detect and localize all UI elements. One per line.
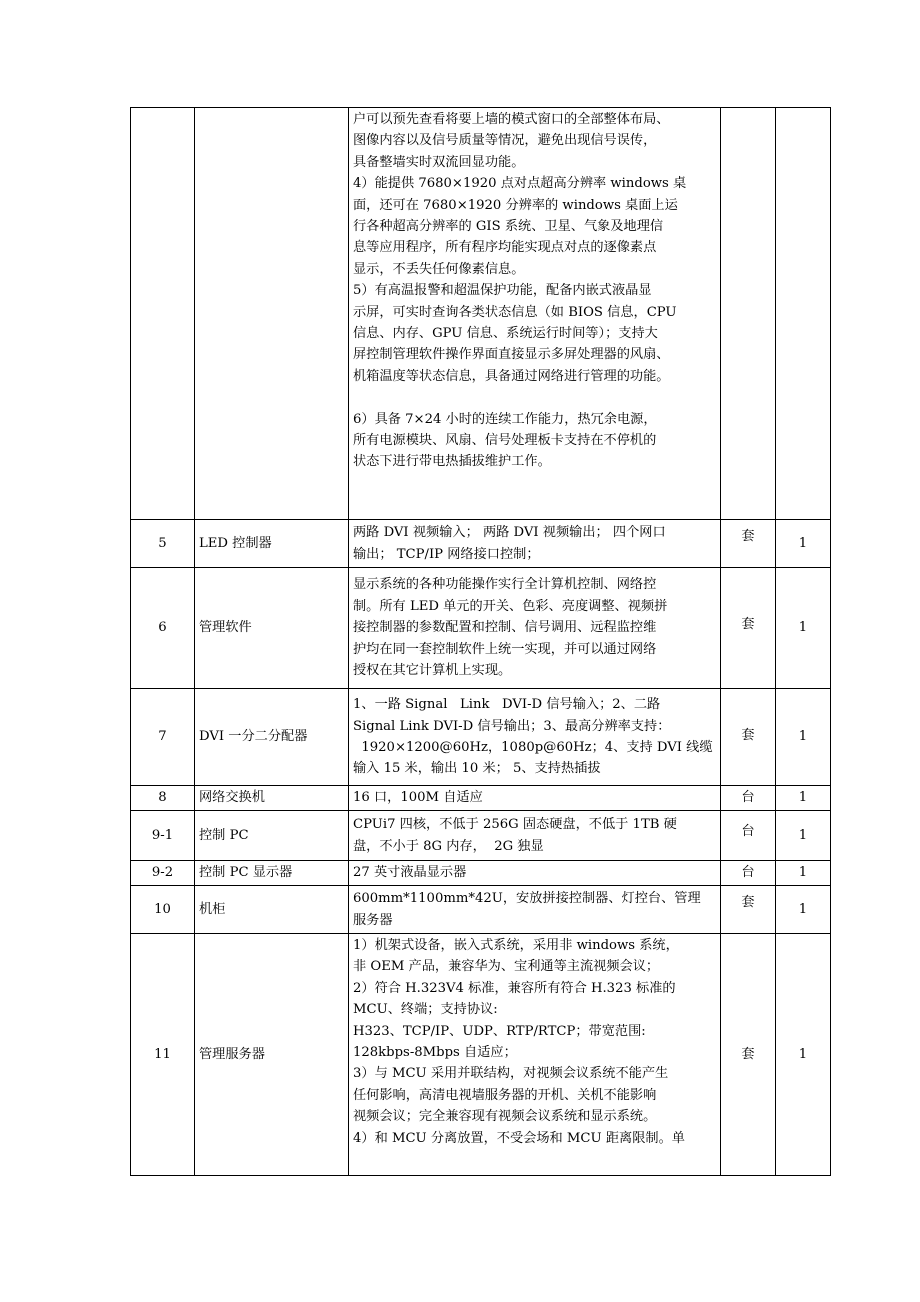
spec-line: 两路 DVI 视频输入； 两路 DVI 视频输出； 四个网口 (353, 525, 666, 541)
spec-line: 授权在其它计算机上实现。 (353, 663, 512, 679)
row-number: 9-2 (131, 861, 195, 886)
spec-line: 显示，不丢失任何像素信息。 (353, 261, 525, 277)
spec-line: 盘，不小于 8G 内存， 2G 独显 (353, 838, 544, 854)
spec-line: 1920×1200@60Hz，1080p@60Hz；4、支持 DVI 线缆 (353, 740, 713, 755)
spec-line: 显示系统的各种功能操作实行全计算机控制、网络控 (353, 577, 657, 593)
item-specification (349, 568, 721, 689)
row-number: 6 (131, 568, 195, 689)
item-name: 网络交换机 (195, 786, 349, 811)
spec-line: 1）机架式设备，嵌入式系统，采用非 windows 系统， (353, 938, 679, 953)
quantity: 1 (776, 934, 831, 1176)
spec-line: 6）具备 7×24 小时的连续工作能力，热冗余电源， (353, 411, 657, 427)
row-number (131, 108, 195, 520)
quantity: 1 (776, 861, 831, 886)
table-row (131, 786, 831, 811)
row-number: 5 (131, 520, 195, 568)
item-specification (349, 786, 721, 811)
table-row (131, 108, 831, 520)
row-number: 7 (131, 689, 195, 786)
spec-line: 服务器 (353, 912, 393, 928)
spec-line: 4）和 MCU 分离放置，不受会场和 MCU 距离限制。单 (353, 1130, 685, 1146)
item-name: 控制 PC 显示器 (195, 861, 349, 886)
item-specification (349, 886, 721, 934)
spec-line: 面，还可在 7680×1920 分辨率的 windows 桌面上运 (353, 197, 678, 213)
spec-line: 所有电源模块、风扇、信号处理板卡支持在不停机的 (353, 433, 657, 449)
spec-line: 任何影响，高清电视墙服务器的开机、关机不能影响 (353, 1087, 657, 1103)
item-specification (349, 108, 721, 520)
spec-line: 4）能提供 7680×1920 点对点超高分辨率 windows 桌 (353, 176, 687, 192)
unit: 套 (721, 520, 776, 568)
spec-line: 600mm*1100mm*42U，安放拼接控制器、灯控台、管理 (353, 891, 701, 907)
spec-line: 机箱温度等状态信息，具备通过网络进行管理的功能。 (353, 368, 670, 384)
unit: 台 (721, 786, 776, 811)
item-specification (349, 811, 721, 861)
spec-line: 1、一路 Signal Link DVI-D 信号输入；2、二路 (353, 697, 661, 713)
spec-line: 16 口，100M 自适应 (353, 790, 483, 806)
quantity: 1 (776, 886, 831, 934)
unit: 套 (721, 689, 776, 786)
spec-line: 非 OEM 产品，兼容华为、宝利通等主流视频会议； (353, 959, 660, 975)
spec-line: 行各种超高分辨率的 GIS 系统、卫星、气象及地理信 (353, 219, 664, 235)
unit: 套 (721, 568, 776, 689)
blank-line (353, 387, 716, 408)
spec-line: 护均在同一套控制软件上统一实现，并可以通过网络 (353, 641, 657, 657)
spec-line: MCU、终端；支持协议: (353, 1002, 498, 1018)
row-number: 8 (131, 786, 195, 811)
item-specification (349, 689, 721, 786)
quantity: 1 (776, 568, 831, 689)
spec-line: 状态下进行带电热插拔维护工作。 (353, 454, 551, 470)
table-row (131, 568, 831, 689)
quantity: 1 (776, 786, 831, 811)
quantity: 1 (776, 520, 831, 568)
item-name: 管理软件 (195, 568, 349, 689)
spec-line: CPUi7 四核，不低于 256G 固态硬盘，不低于 1TB 硬 (353, 817, 677, 833)
spec-table-body (131, 108, 831, 1176)
spec-line: 128kbps-8Mbps 自适应； (353, 1045, 517, 1061)
item-name: LED 控制器 (195, 520, 349, 568)
table-row (131, 886, 831, 934)
spec-line: 具备整墙实时双流回显功能。 (353, 154, 525, 170)
quantity: 1 (776, 811, 831, 861)
spec-line: 输出； TCP/IP 网络接口控制； (353, 546, 540, 562)
table-row (131, 861, 831, 886)
unit: 套 (721, 886, 776, 934)
row-number: 10 (131, 886, 195, 934)
spec-line: 输入 15 米，输出 10 米； 5、支持热插拔 (353, 761, 601, 777)
item-name: 机柜 (195, 886, 349, 934)
spec-line: Signal Link DVI-D 信号输出；3、最高分辨率支持： (353, 718, 671, 734)
row-number: 11 (131, 934, 195, 1176)
item-name: DVI 一分二分配器 (195, 689, 349, 786)
equipment-spec-table (130, 107, 831, 1176)
spec-line: 2）符合 H.323V4 标准，兼容所有符合 H.323 标准的 (353, 980, 676, 996)
item-specification (349, 861, 721, 886)
spec-line: 示屏，可实时查询各类状态信息（如 BIOS 信息，CPU (353, 304, 677, 320)
spec-line: 图像内容以及信号质量等情况，避免出现信号误传， (353, 133, 657, 149)
spec-line: 信息、内存、GPU 信息、系统运行时间等）；支持大 (353, 326, 658, 342)
quantity (776, 108, 831, 520)
unit: 套 (721, 934, 776, 1176)
table-row (131, 934, 831, 1176)
table-row (131, 520, 831, 568)
table-row (131, 811, 831, 861)
spec-line: 5）有高温报警和超温保护功能，配备内嵌式液晶显 (353, 283, 652, 299)
table-row (131, 689, 831, 786)
item-specification (349, 934, 721, 1176)
unit: 台 (721, 811, 776, 861)
row-number: 9-1 (131, 811, 195, 861)
spec-line: 息等应用程序，所有程序均能实现点对点的逐像素点 (353, 240, 657, 256)
unit: 台 (721, 861, 776, 886)
spec-line: H323、TCP/IP、UDP、RTP/RTCP；带宽范围: (353, 1023, 646, 1039)
unit (721, 108, 776, 520)
item-name: 控制 PC (195, 811, 349, 861)
spec-line: 制。所有 LED 单元的开关、色彩、亮度调整、视频拼 (353, 598, 668, 614)
quantity: 1 (776, 689, 831, 786)
spec-line: 户可以预先查看将要上墙的模式窗口的全部整体布局、 (353, 112, 670, 127)
spec-line: 接控制器的参数配置和控制、信号调用、远程监控维 (353, 620, 657, 636)
spec-line: 视频会议；完全兼容现有视频会议系统和显示系统。 (353, 1109, 657, 1125)
spec-line: 27 英寸液晶显示器 (353, 865, 467, 881)
item-specification (349, 520, 721, 568)
spec-line: 3）与 MCU 采用并联结构，对视频会议系统不能产生 (353, 1066, 669, 1082)
spec-line: 屏控制管理软件操作界面直接显示多屏处理器的风扇、 (353, 347, 670, 363)
item-name: 管理服务器 (195, 934, 349, 1176)
item-name (195, 108, 349, 520)
